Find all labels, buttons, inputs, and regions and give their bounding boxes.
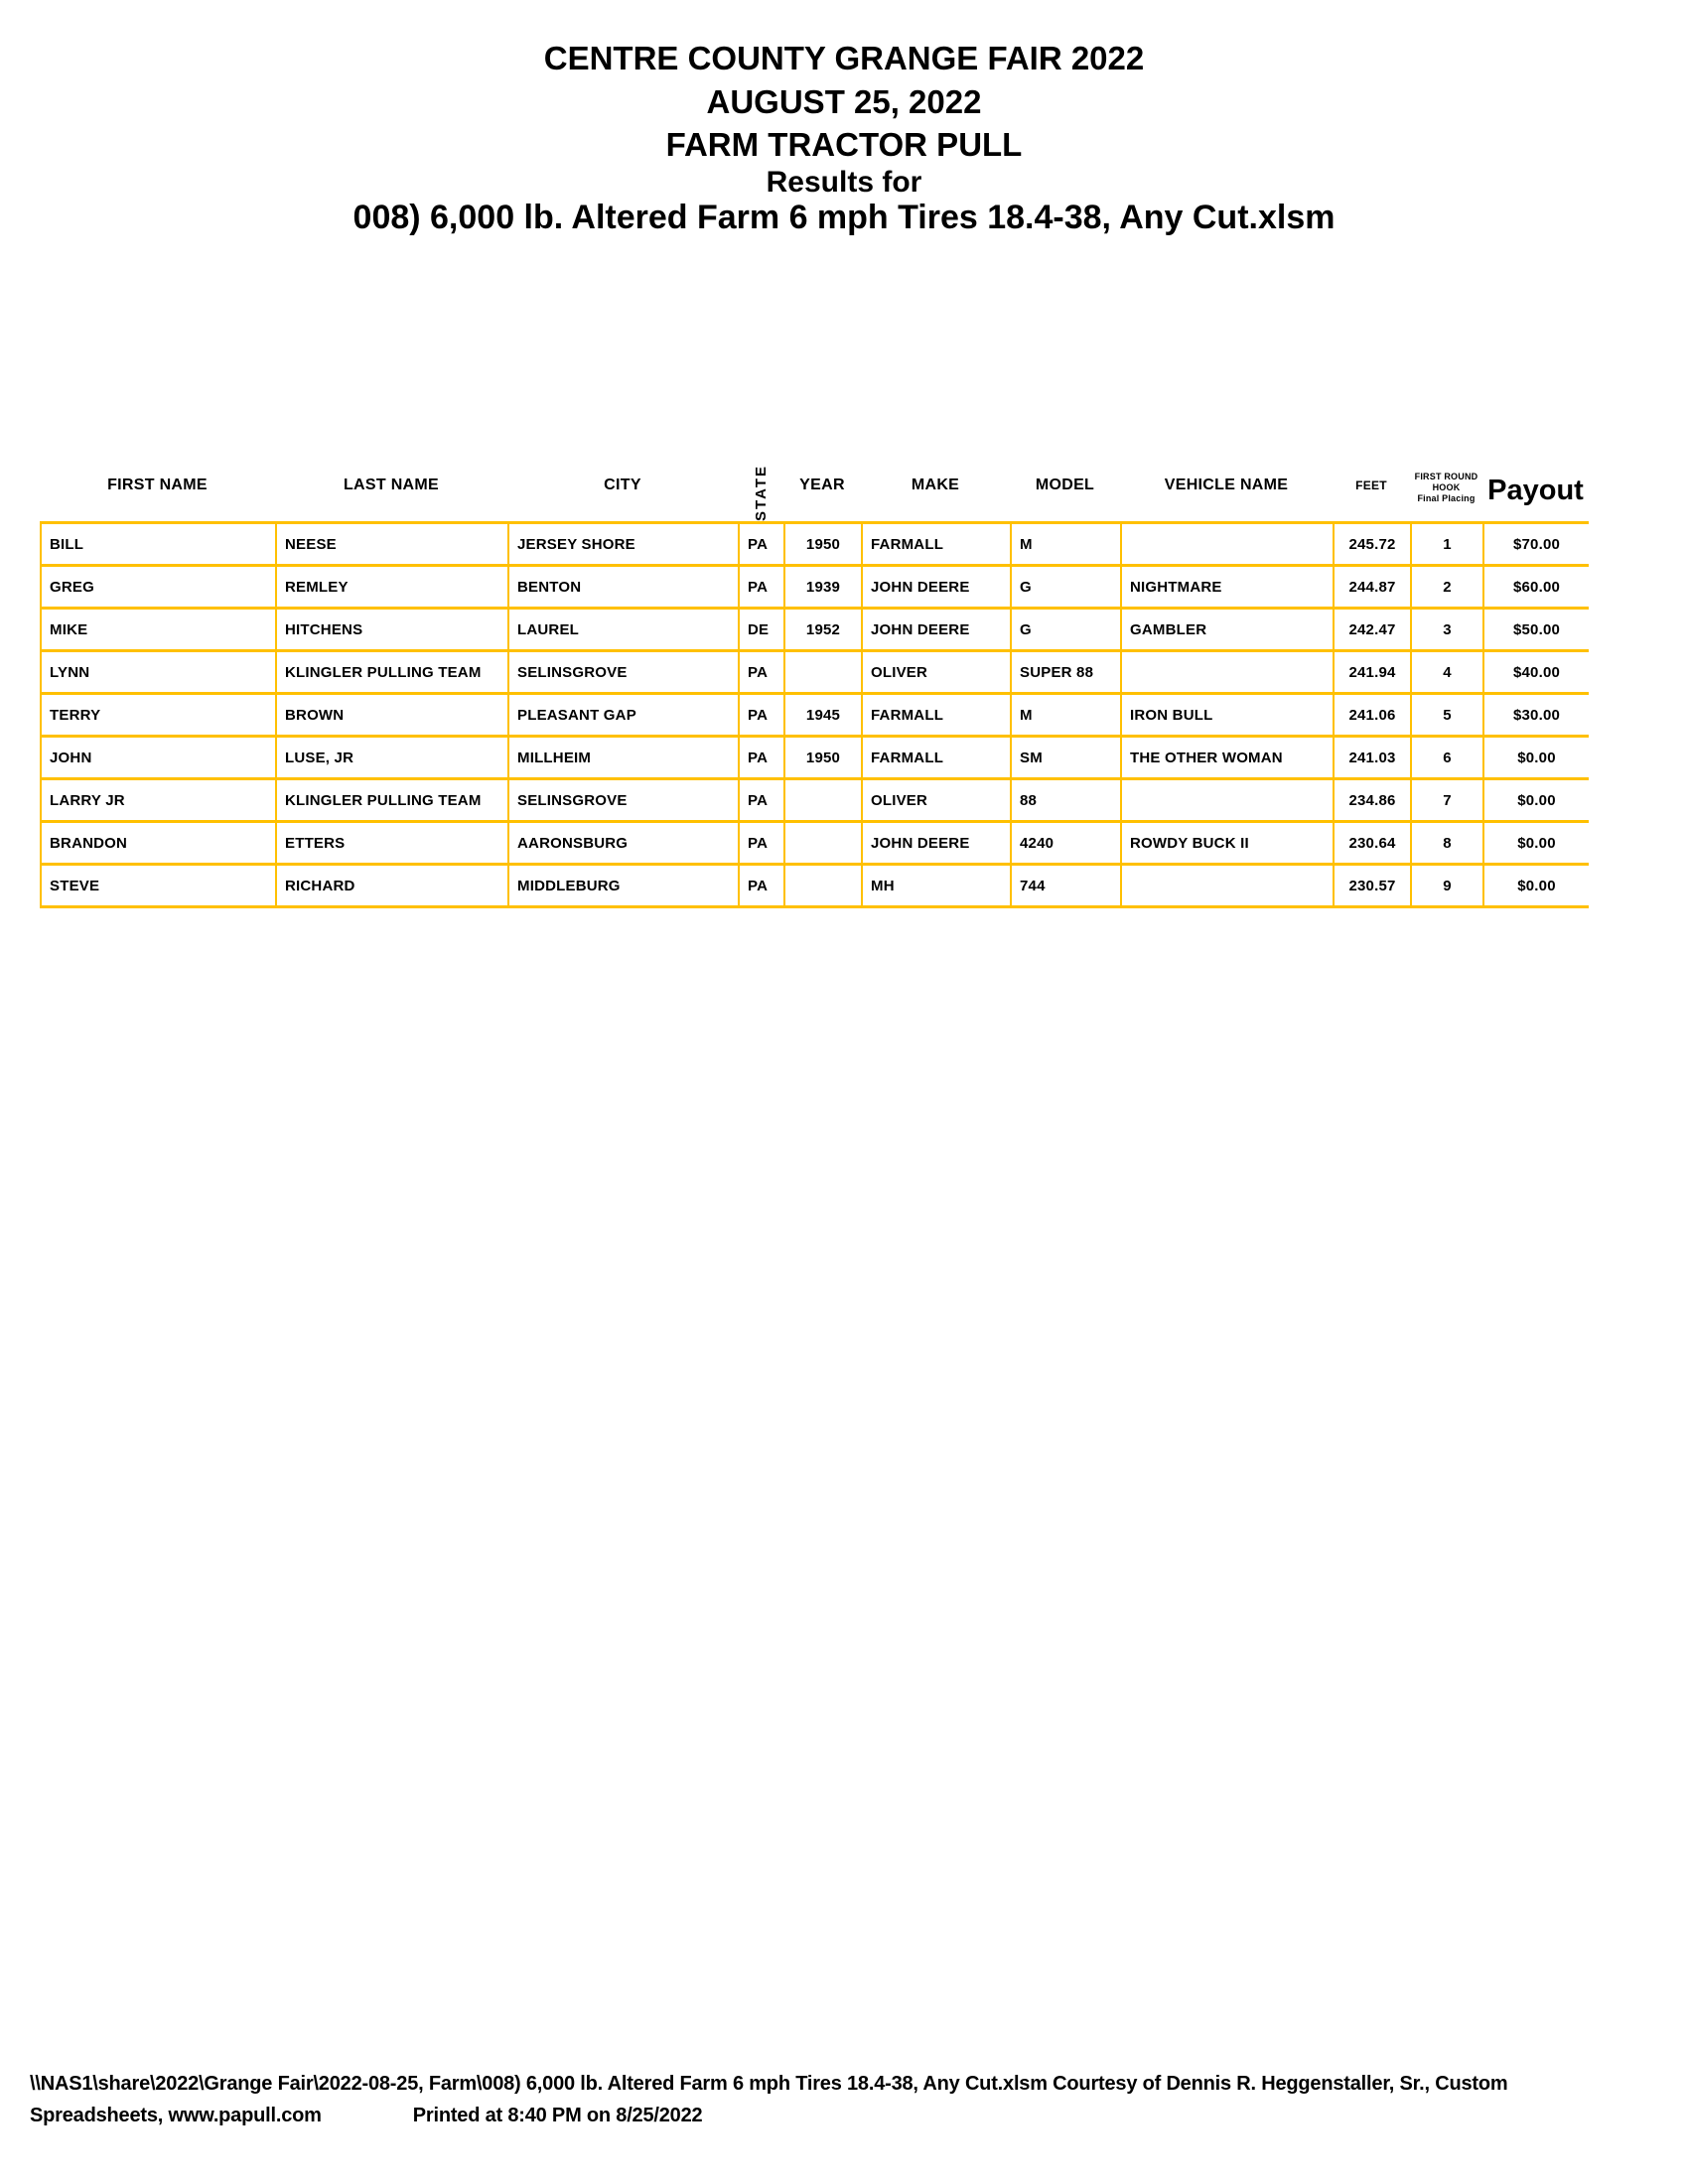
column-header-make: MAKE	[911, 477, 960, 493]
table-cell: BROWN	[275, 695, 507, 735]
hook-header-line-1: FIRST ROUND	[1414, 472, 1478, 481]
table-cell: 241.06	[1333, 695, 1410, 735]
table-cell: M	[1010, 524, 1120, 564]
table-cell	[1120, 780, 1333, 820]
table-cell: NEESE	[275, 524, 507, 564]
table-cell: PA	[738, 866, 783, 905]
table-cell: 3	[1410, 610, 1482, 649]
table-cell: OLIVER	[861, 652, 1010, 692]
table-cell: 245.72	[1333, 524, 1410, 564]
table-cell: LYNN	[40, 652, 275, 692]
table-cell: FARMALL	[861, 738, 1010, 777]
table-cell: $60.00	[1482, 567, 1589, 607]
table-row	[40, 652, 1589, 695]
table-cell: PA	[738, 567, 783, 607]
table-row	[40, 695, 1589, 738]
table-cell: 4240	[1010, 823, 1120, 863]
table-cell: 1	[1410, 524, 1482, 564]
footer-credit-line	[30, 2100, 1668, 2131]
table-cell: FARMALL	[861, 524, 1010, 564]
table-cell: BENTON	[507, 567, 738, 607]
table-cell: KLINGLER PULLING TEAM	[275, 780, 507, 820]
table-cell: 9	[1410, 866, 1482, 905]
table-cell: GAMBLER	[1120, 610, 1333, 649]
table-row	[40, 823, 1589, 866]
table-cell: AARONSBURG	[507, 823, 738, 863]
table-cell	[1120, 524, 1333, 564]
table-cell: 1939	[783, 567, 861, 607]
table-cell: PA	[738, 823, 783, 863]
table-cell: $70.00	[1482, 524, 1589, 564]
hook-header-line-3: Final Placing	[1417, 493, 1476, 503]
table-cell: THE OTHER WOMAN	[1120, 738, 1333, 777]
page-title-date: AUGUST 25, 2022	[706, 83, 982, 120]
table-cell: ROWDY BUCK II	[1120, 823, 1333, 863]
hook-header-line-2: HOOK	[1432, 482, 1461, 492]
table-cell: $40.00	[1482, 652, 1589, 692]
table-cell: DE	[738, 610, 783, 649]
table-cell: 4	[1410, 652, 1482, 692]
column-header-vehicle-name: VEHICLE NAME	[1164, 477, 1289, 493]
table-cell: JOHN DEERE	[861, 610, 1010, 649]
table-cell: NIGHTMARE	[1120, 567, 1333, 607]
table-cell: 234.86	[1333, 780, 1410, 820]
page-title-event: FARM TRACTOR PULL	[665, 126, 1023, 163]
table-cell	[783, 652, 861, 692]
table-cell: BILL	[40, 524, 275, 564]
column-header-city: CITY	[604, 477, 641, 493]
column-header-state	[738, 435, 783, 521]
table-cell: 1945	[783, 695, 861, 735]
table-cell: 7	[1410, 780, 1482, 820]
table-cell: SELINSGROVE	[507, 652, 738, 692]
table-cell: G	[1010, 567, 1120, 607]
table-cell: 241.03	[1333, 738, 1410, 777]
table-cell: PA	[738, 695, 783, 735]
table-cell: 1950	[783, 524, 861, 564]
table-cell: 1952	[783, 610, 861, 649]
table-cell: $0.00	[1482, 866, 1589, 905]
table-cell: MH	[861, 866, 1010, 905]
table-cell: 230.64	[1333, 823, 1410, 863]
table-cell: 6	[1410, 738, 1482, 777]
table-cell: $0.00	[1482, 780, 1589, 820]
table-row	[40, 567, 1589, 610]
column-header-payout: Payout	[1487, 475, 1584, 506]
table-cell: 242.47	[1333, 610, 1410, 649]
table-cell	[1120, 866, 1333, 905]
page-title-class-file: 008) 6,000 lb. Altered Farm 6 mph Tires 18.4-38, Any Cut.xlsm	[352, 199, 1336, 236]
table-cell: RICHARD	[275, 866, 507, 905]
table-cell: 5	[1410, 695, 1482, 735]
table-cell: PA	[738, 652, 783, 692]
table-cell: $0.00	[1482, 738, 1589, 777]
footer-printed-at: Printed at 8:40 PM on 8/25/2022	[412, 2105, 703, 2126]
table-cell: 744	[1010, 866, 1120, 905]
table-cell: SUPER 88	[1010, 652, 1120, 692]
page-title-results-for: Results for	[766, 166, 922, 199]
column-header-first-name: FIRST NAME	[107, 477, 208, 493]
table-cell: $50.00	[1482, 610, 1589, 649]
table-cell: IRON BULL	[1120, 695, 1333, 735]
table-cell: 8	[1410, 823, 1482, 863]
table-cell: KLINGLER PULLING TEAM	[275, 652, 507, 692]
table-cell: 241.94	[1333, 652, 1410, 692]
table-cell: PA	[738, 524, 783, 564]
table-cell: MIDDLEBURG	[507, 866, 738, 905]
table-cell	[783, 780, 861, 820]
column-header-feet: FEET	[1355, 478, 1387, 492]
table-cell: PA	[738, 780, 783, 820]
table-cell: LARRY JR	[40, 780, 275, 820]
table-cell: MIKE	[40, 610, 275, 649]
table-cell: JOHN	[40, 738, 275, 777]
table-cell: G	[1010, 610, 1120, 649]
table-cell: 88	[1010, 780, 1120, 820]
table-cell: OLIVER	[861, 780, 1010, 820]
table-cell: $0.00	[1482, 823, 1589, 863]
table-cell: MILLHEIM	[507, 738, 738, 777]
column-header-year: YEAR	[799, 477, 845, 493]
page-title-fair: CENTRE COUNTY GRANGE FAIR 2022	[543, 40, 1145, 76]
table-row	[40, 524, 1589, 567]
table-cell: PLEASANT GAP	[507, 695, 738, 735]
table-cell: TERRY	[40, 695, 275, 735]
table-cell: 2	[1410, 567, 1482, 607]
table-cell: STEVE	[40, 866, 275, 905]
table-cell: $30.00	[1482, 695, 1589, 735]
table-cell: 230.57	[1333, 866, 1410, 905]
table-cell: BRANDON	[40, 823, 275, 863]
table-cell: FARMALL	[861, 695, 1010, 735]
column-header-last-name: LAST NAME	[343, 477, 440, 493]
table-cell: 244.87	[1333, 567, 1410, 607]
table-cell: ETTERS	[275, 823, 507, 863]
footer	[30, 2068, 1668, 2131]
table-cell: 1950	[783, 738, 861, 777]
table-cell: JOHN DEERE	[861, 823, 1010, 863]
table-cell: LUSE, JR	[275, 738, 507, 777]
table-row	[40, 866, 1589, 908]
table-cell: M	[1010, 695, 1120, 735]
table-cell: REMLEY	[275, 567, 507, 607]
table-cell	[1120, 652, 1333, 692]
table-cell	[783, 866, 861, 905]
column-header-model: MODEL	[1035, 477, 1095, 493]
table-cell: PA	[738, 738, 783, 777]
table-row	[40, 780, 1589, 823]
table-cell	[783, 823, 861, 863]
table-header	[40, 435, 1589, 521]
table-cell: JERSEY SHORE	[507, 524, 738, 564]
footer-file-path: \\NAS1\share\2022\Grange Fair\2022-08-25, Farm\008) 6,000 lb. Altered Farm 6 mph Tires 18.4-38, Any Cut.xlsm Courtesy of Dennis R. Heggenstaller, Sr., Custom	[30, 2073, 1508, 2095]
footer-credit-left: Spreadsheets, www.papull.com	[30, 2105, 322, 2126]
results-table	[40, 521, 1589, 908]
state-vertical-label: STATE	[752, 465, 770, 521]
table-row	[40, 738, 1589, 780]
column-header-hook-placing	[1410, 472, 1482, 521]
table-cell: SM	[1010, 738, 1120, 777]
table-cell: HITCHENS	[275, 610, 507, 649]
table-cell: SELINSGROVE	[507, 780, 738, 820]
table-cell: LAUREL	[507, 610, 738, 649]
table-cell: JOHN DEERE	[861, 567, 1010, 607]
table-cell: GREG	[40, 567, 275, 607]
table-row	[40, 610, 1589, 652]
table-body	[40, 524, 1589, 908]
